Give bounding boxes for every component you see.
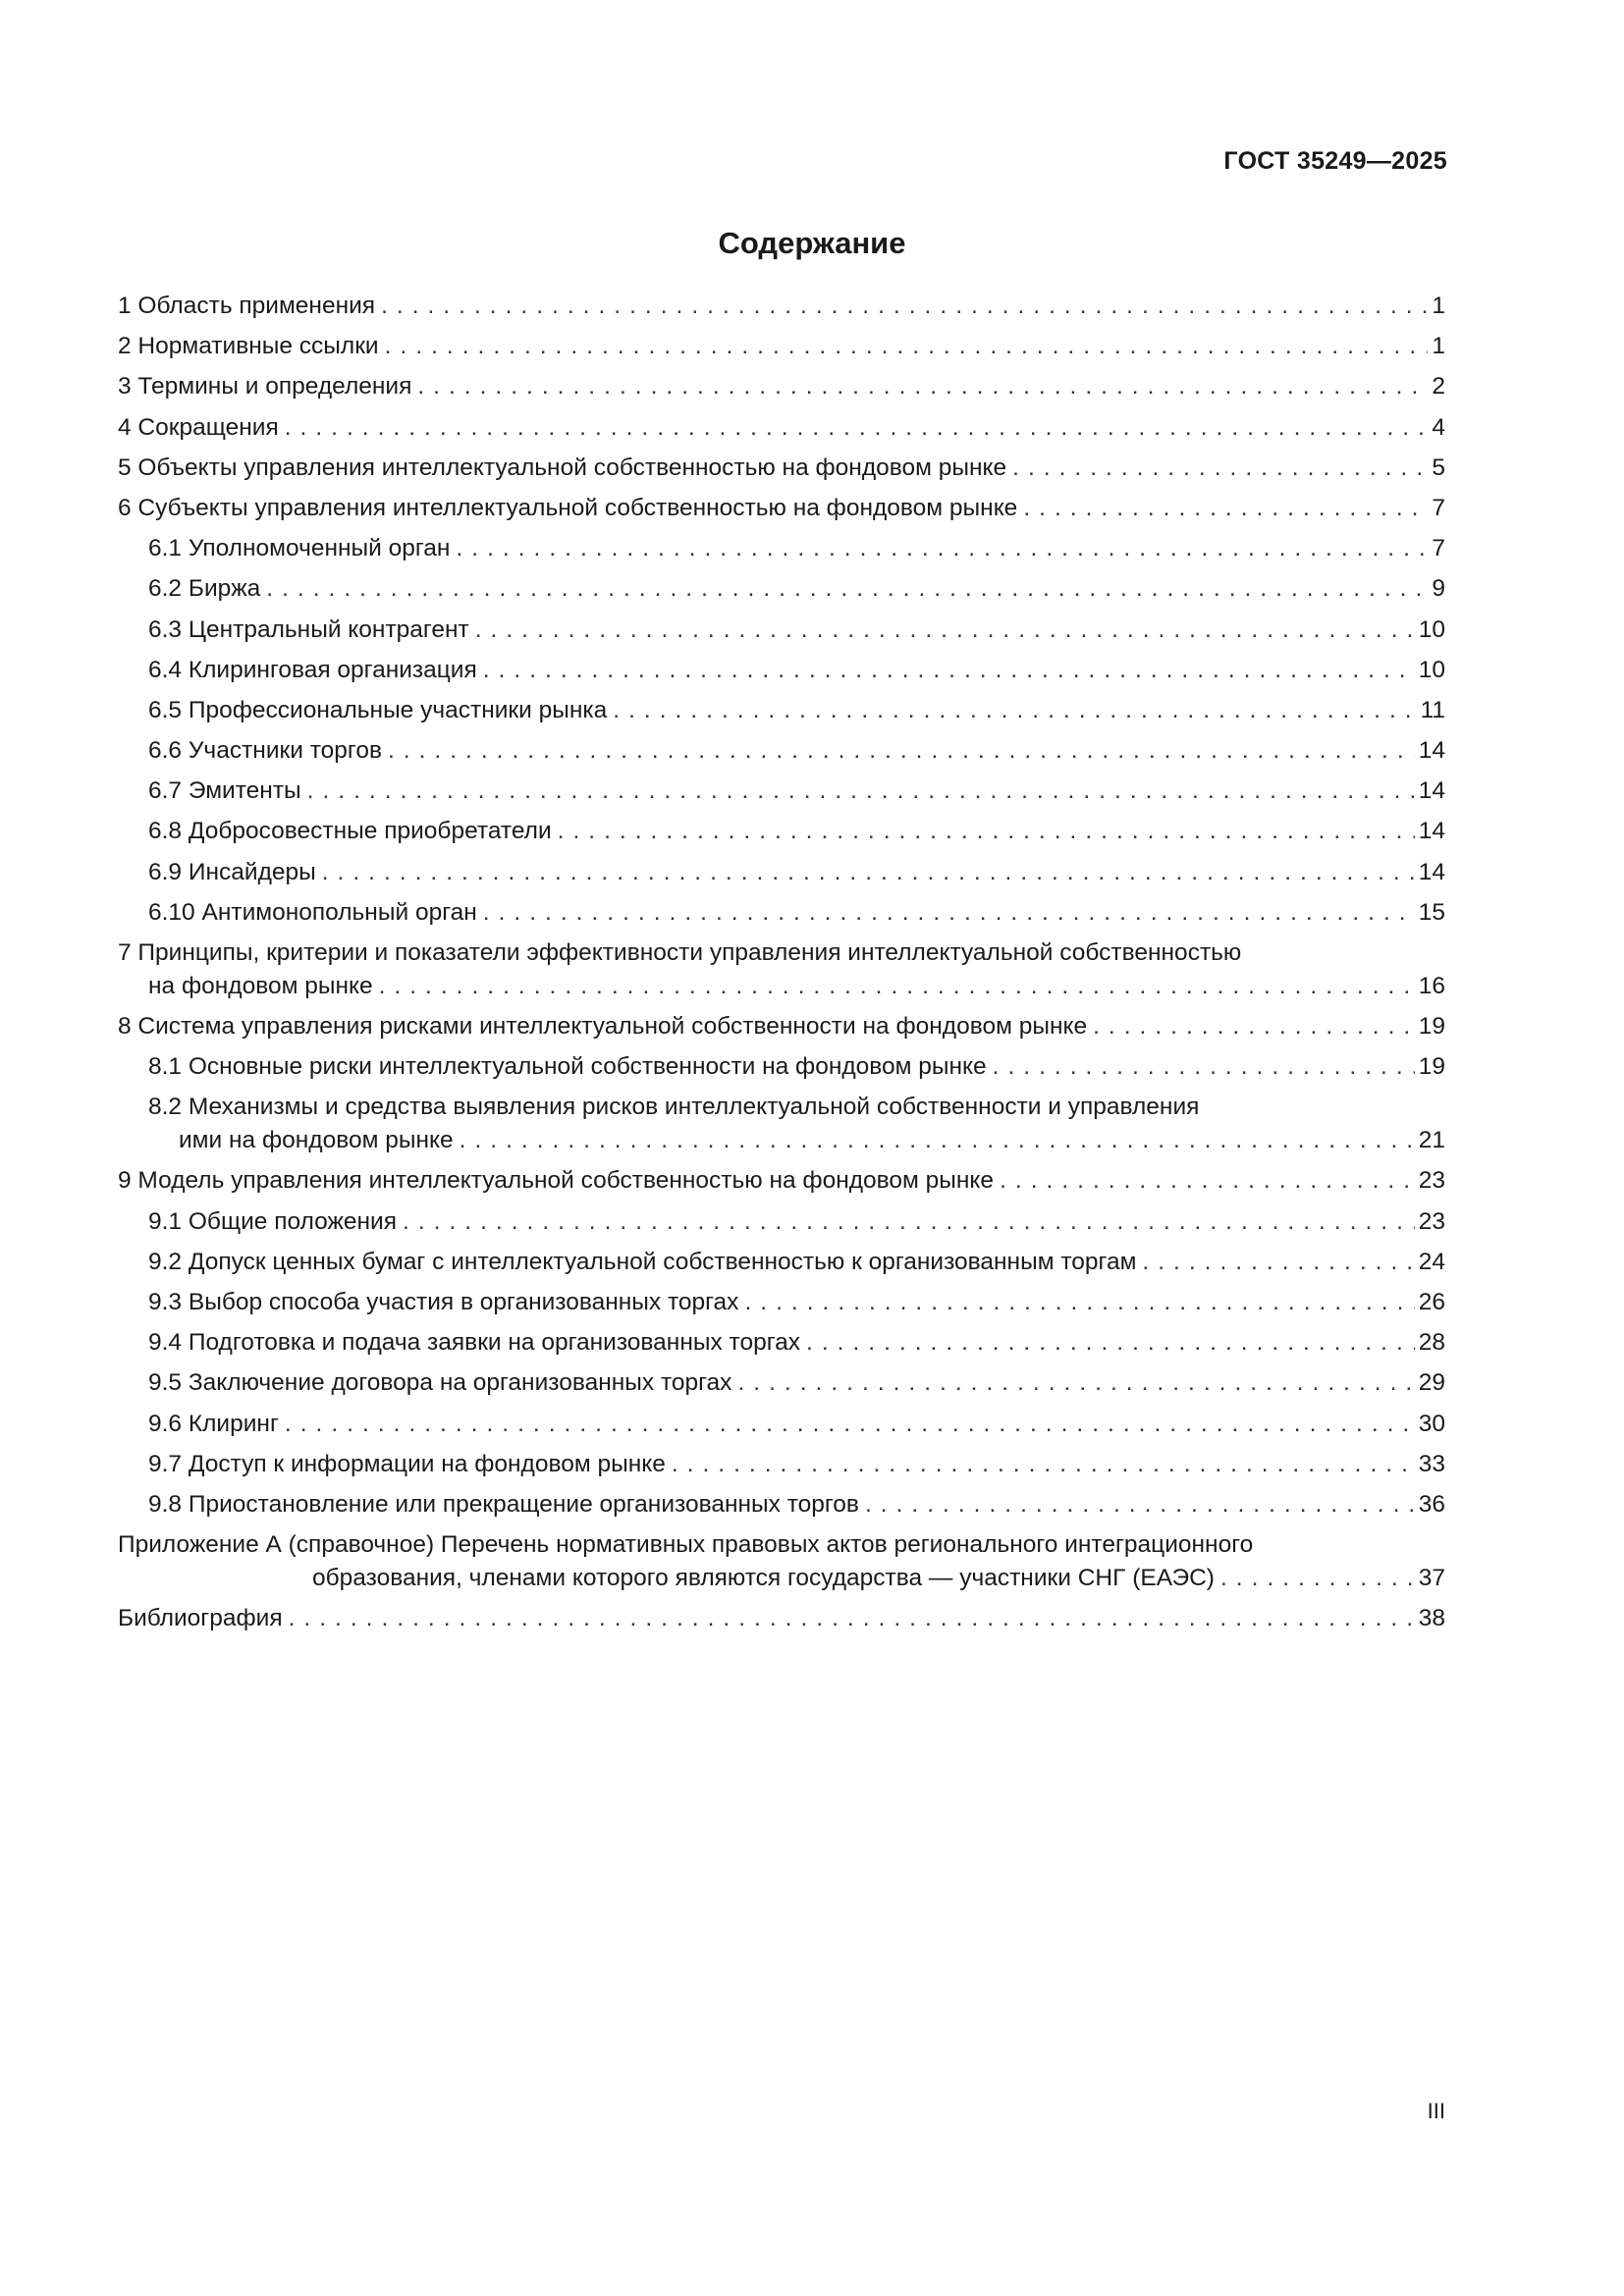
toc-entry-title-line-2: на фондовом рынке — [148, 973, 373, 999]
toc-entry-bibliography[interactable] — [118, 1602, 1445, 1642]
toc-entry-title-line-1: 7 Принципы, критерии и показатели эффективности управления интеллектуальной собственностью — [118, 939, 1242, 966]
toc-entry[interactable] — [148, 815, 1445, 855]
toc-entry[interactable] — [148, 694, 1445, 734]
toc-entry-page: 26 — [1418, 1288, 1445, 1315]
toc-entry[interactable] — [148, 1286, 1445, 1326]
toc-entry-page: 23 — [1418, 1167, 1445, 1195]
toc-entry[interactable] — [148, 1050, 1445, 1091]
toc-entry-title-line-1: 8.2 Механизмы и средства выявления рисков интеллектуальной собственности и управления — [148, 1094, 1200, 1121]
toc-entry-page: 11 — [1420, 696, 1445, 723]
dot-leader — [744, 1286, 1414, 1319]
dot-leader — [483, 896, 1415, 930]
toc-entry-title: 6.1 Уполномоченный орган — [148, 535, 451, 562]
toc-entry-title: 8 Система управления рисками интеллектуальной собственности на фондовом рынке — [118, 1013, 1088, 1040]
toc-entry-page: 23 — [1418, 1207, 1445, 1235]
toc-entry[interactable] — [148, 734, 1445, 774]
toc-entry-title: 5 Объекты управления интеллектуальной собственностью на фондовом рынке — [118, 454, 1007, 481]
toc-entry-appendix[interactable] — [118, 1528, 1445, 1602]
dot-leader — [285, 1408, 1415, 1441]
toc-entry[interactable] — [148, 1246, 1445, 1286]
toc-entry-title: 9.4 Подготовка и подача заявки на организованных торгах — [148, 1329, 801, 1357]
dot-leader — [285, 411, 1429, 445]
toc-entry-page: 2 — [1432, 373, 1445, 400]
toc-entry-page: 14 — [1418, 777, 1445, 805]
dot-leader — [993, 1050, 1415, 1084]
toc-entry-title: 6.8 Добросовестные приобретатели — [148, 818, 552, 845]
toc-entry-page: 7 — [1432, 535, 1445, 562]
toc-entry-page: 10 — [1418, 615, 1445, 643]
toc-entry[interactable] — [118, 452, 1445, 492]
dot-leader — [613, 694, 1416, 727]
dot-leader — [307, 774, 1415, 808]
toc-entry-title: 2 Нормативные ссылки — [118, 333, 379, 360]
dot-leader — [1142, 1246, 1414, 1279]
toc-entry-title: 9.3 Выбор способа участия в организованных торгах — [148, 1288, 739, 1315]
toc-entry-title-line-2: ими на фондовом рынке — [179, 1127, 454, 1154]
toc-entry[interactable] — [118, 1164, 1445, 1204]
toc-entry[interactable] — [148, 1091, 1445, 1164]
toc-entry-title-line-1: Приложение А (справочное) Перечень нормативных правовых актов регионального интеграционного — [118, 1531, 1254, 1559]
toc-entry[interactable] — [118, 290, 1445, 330]
toc-entry-title: 9.2 Допуск ценных бумаг с интеллектуальной собственностью к организованным торгам — [148, 1248, 1137, 1275]
dot-leader — [475, 614, 1415, 647]
toc-entry-page: 15 — [1418, 898, 1445, 926]
dot-leader — [1012, 452, 1428, 485]
toc-entry[interactable] — [148, 1326, 1445, 1366]
toc-entry-page: 1 — [1432, 333, 1445, 360]
toc-entry[interactable] — [148, 654, 1445, 694]
page-number: III — [1427, 2099, 1445, 2123]
dot-leader — [483, 654, 1415, 687]
toc-entry[interactable] — [118, 330, 1445, 370]
toc-entry-title: 6.9 Инсайдеры — [148, 858, 316, 885]
toc-entry-page: 24 — [1418, 1248, 1445, 1275]
dot-leader — [1023, 492, 1428, 525]
toc-entry-title: 9 Модель управления интеллектуальной собственностью на фондовом рынке — [118, 1167, 995, 1195]
toc-entry-page: 30 — [1418, 1410, 1445, 1437]
toc-entry-title: 6.7 Эмитенты — [148, 777, 301, 805]
toc-entry[interactable] — [148, 1366, 1445, 1407]
toc-entry[interactable] — [148, 532, 1445, 572]
toc-entry-page: 10 — [1418, 656, 1445, 683]
toc-entry-title: 3 Термины и определения — [118, 373, 412, 400]
toc-entry[interactable] — [148, 572, 1445, 613]
toc-entry-title: Библиография — [118, 1605, 283, 1632]
dot-leader — [417, 370, 1428, 403]
toc-entry-page: 28 — [1418, 1329, 1445, 1357]
dot-leader — [1220, 1562, 1415, 1595]
toc-entry-page: 5 — [1432, 454, 1445, 481]
toc-entry[interactable] — [148, 856, 1445, 896]
dot-leader — [403, 1205, 1415, 1239]
toc-entry-title: 6.10 Антимонопольный орган — [148, 898, 477, 926]
toc-entry-page: 38 — [1418, 1605, 1445, 1632]
table-of-contents — [118, 290, 1445, 1642]
toc-entry-title: 6.6 Участники торгов — [148, 737, 382, 765]
toc-entry-page: 36 — [1418, 1490, 1445, 1518]
toc-entry-title: 4 Сокращения — [118, 413, 279, 441]
toc-entry-page: 14 — [1418, 858, 1445, 885]
toc-entry-page: 19 — [1418, 1053, 1445, 1081]
toc-title: Содержание — [718, 226, 906, 260]
toc-entry[interactable] — [148, 1205, 1445, 1246]
toc-entry-page: 7 — [1432, 494, 1445, 521]
toc-entry-title: 6.2 Биржа — [148, 575, 261, 603]
toc-entry-page: 14 — [1418, 818, 1445, 845]
dot-leader — [388, 734, 1415, 768]
toc-entry-title: 9.8 Приостановление или прекращение организованных торгов — [148, 1490, 859, 1518]
toc-entry[interactable] — [118, 370, 1445, 410]
toc-entry-title-line-2: образования, членами которого являются государства — участники СНГ (ЕАЭС) — [312, 1565, 1215, 1592]
toc-entry-title: 6.4 Клиринговая организация — [148, 656, 477, 683]
toc-entry-title: 9.7 Доступ к информации на фондовом рынке — [148, 1450, 666, 1477]
toc-entry-page: 4 — [1432, 413, 1445, 441]
toc-entry[interactable] — [118, 1010, 1445, 1050]
toc-entry-page: 16 — [1418, 973, 1445, 999]
dot-leader — [456, 532, 1428, 565]
toc-entry[interactable] — [118, 936, 1445, 1010]
toc-entry[interactable] — [118, 492, 1445, 532]
toc-entry[interactable] — [148, 1448, 1445, 1488]
toc-entry[interactable] — [148, 614, 1445, 654]
dot-leader — [385, 330, 1429, 363]
toc-entry-title: 6.5 Профессиональные участники рынка — [148, 696, 608, 723]
toc-entry[interactable] — [148, 896, 1445, 936]
toc-entry-title: 1 Область применения — [118, 293, 376, 319]
toc-entry[interactable] — [148, 774, 1445, 815]
toc-entry[interactable] — [148, 1488, 1445, 1528]
toc-entry-page: 1 — [1432, 293, 1445, 319]
dot-leader — [1000, 1164, 1415, 1198]
dot-leader — [322, 856, 1415, 889]
toc-entry-page: 21 — [1418, 1127, 1445, 1154]
toc-entry-title: 9.1 Общие положения — [148, 1207, 398, 1235]
dot-leader — [266, 572, 1428, 606]
dot-leader — [558, 815, 1415, 848]
dot-leader — [737, 1366, 1414, 1400]
dot-leader — [806, 1326, 1415, 1360]
toc-entry[interactable] — [148, 1408, 1445, 1448]
toc-entry-page: 19 — [1418, 1013, 1445, 1040]
toc-entry-page: 14 — [1418, 737, 1445, 765]
toc-entry-page: 37 — [1418, 1565, 1445, 1592]
toc-entry-page: 33 — [1418, 1450, 1445, 1477]
toc-entry-title: 8.1 Основные риски интеллектуальной собственности на фондовом рынке — [148, 1053, 987, 1081]
toc-entry[interactable] — [118, 411, 1445, 452]
dot-leader — [460, 1124, 1415, 1157]
toc-entry-title: 6 Субъекты управления интеллектуальной собственностью на фондовом рынке — [118, 494, 1018, 521]
dot-leader — [379, 970, 1415, 1003]
toc-entry-title: 9.6 Клиринг — [148, 1410, 279, 1437]
dot-leader — [381, 290, 1428, 323]
document-code: ГОСТ 35249—2025 — [1223, 147, 1447, 175]
dot-leader — [672, 1448, 1415, 1481]
dot-leader — [1093, 1010, 1415, 1043]
toc-entry-page: 9 — [1432, 575, 1445, 603]
dot-leader — [865, 1488, 1415, 1522]
toc-entry-page: 29 — [1418, 1369, 1445, 1397]
toc-entry-title: 6.3 Центральный контрагент — [148, 615, 469, 643]
dot-leader — [289, 1602, 1415, 1635]
toc-entry-title: 9.5 Заключение договора на организованных торгах — [148, 1369, 732, 1397]
